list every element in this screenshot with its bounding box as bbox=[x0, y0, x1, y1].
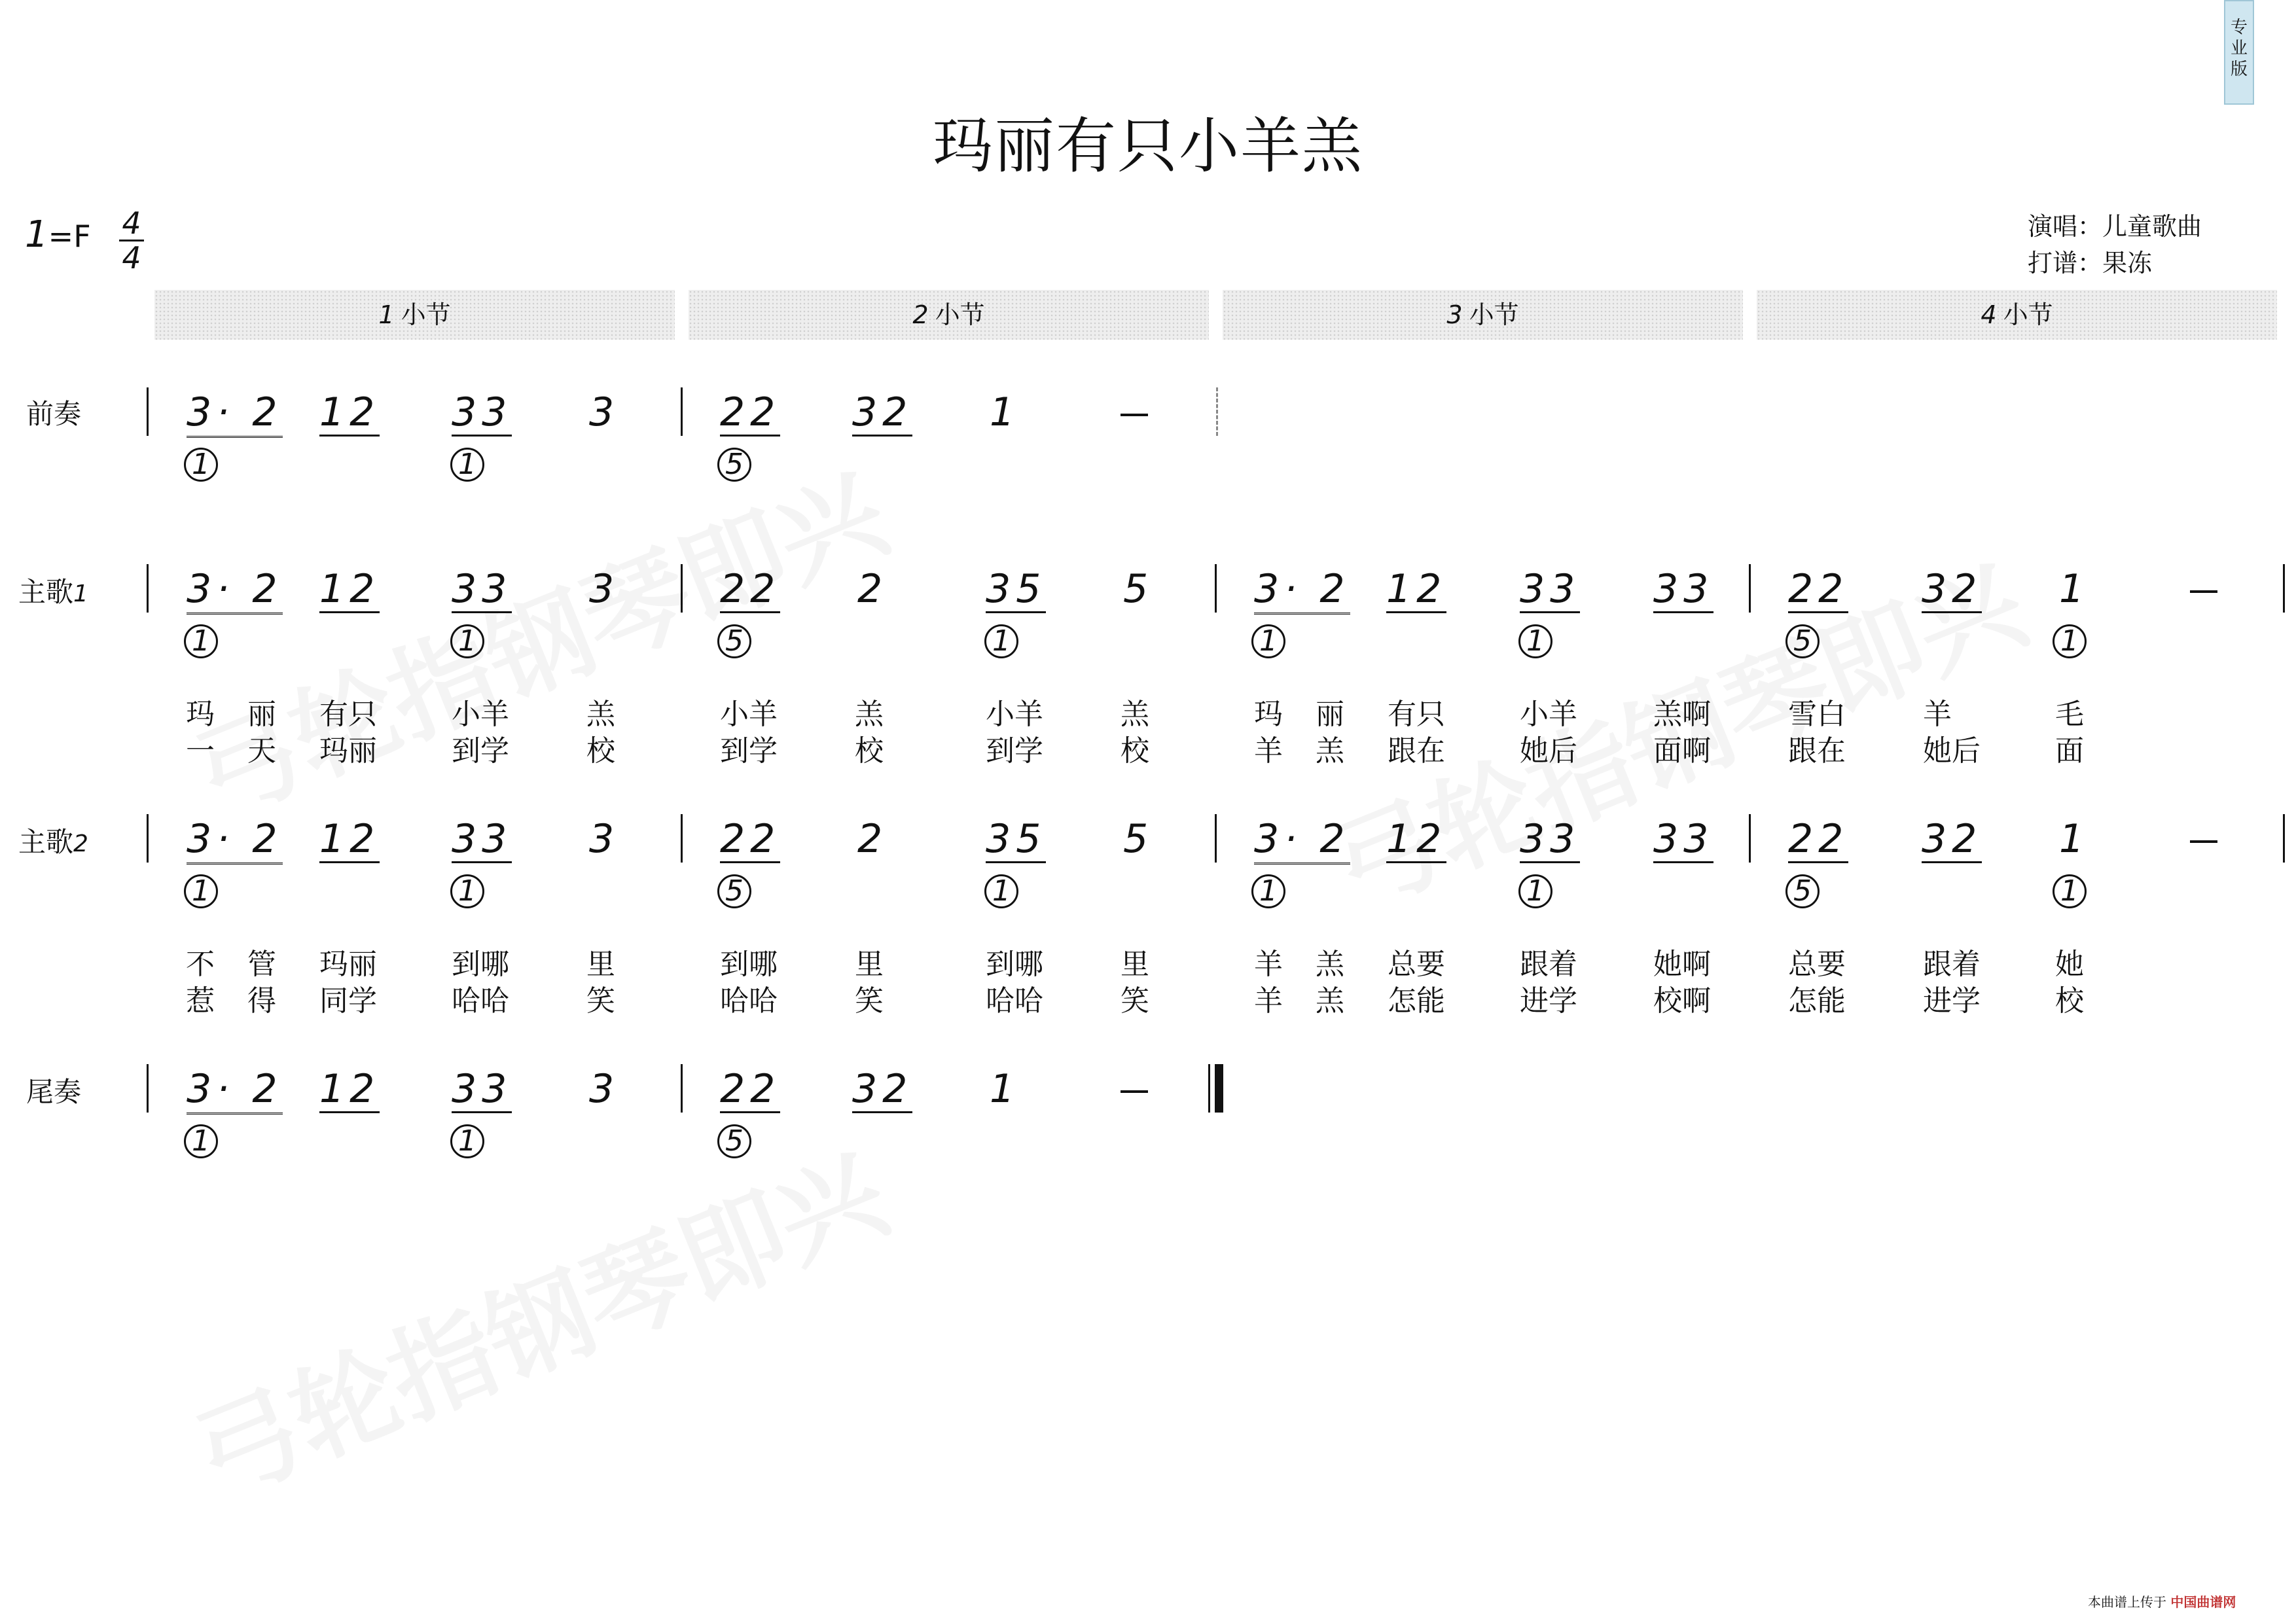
section-label-intro: 前奏 bbox=[26, 398, 82, 430]
lyric: 笑 bbox=[855, 984, 884, 1018]
final-barline-thick bbox=[1215, 1064, 1223, 1113]
lyric: 小羊 bbox=[720, 698, 778, 731]
lyric: 怎能 bbox=[1788, 984, 1846, 1018]
note-group: 22 bbox=[720, 566, 781, 612]
lyric: 哈哈 bbox=[720, 984, 778, 1018]
lyric: 得 bbox=[247, 984, 276, 1018]
final-barline-thin bbox=[1208, 1064, 1210, 1113]
lyric: 面啊 bbox=[1653, 734, 1711, 768]
chord-marker: 1 bbox=[184, 1124, 218, 1158]
footer bbox=[2088, 1592, 2236, 1611]
lyric: 不 bbox=[186, 948, 215, 981]
lyric: 总要 bbox=[1788, 948, 1846, 981]
note: 3 bbox=[589, 389, 620, 435]
chord-marker: 5 bbox=[717, 874, 751, 908]
lyric: 玛丽 bbox=[319, 948, 377, 981]
lyric: 跟着 bbox=[1923, 948, 1981, 981]
barline bbox=[2283, 814, 2285, 863]
lyric: 羔 bbox=[1316, 734, 1344, 768]
note-group: 3· 2 bbox=[1254, 568, 1350, 615]
note-group: 35 bbox=[986, 816, 1047, 862]
note: 2 bbox=[857, 566, 888, 612]
chord-marker: 1 bbox=[450, 1124, 484, 1158]
chord-marker: 1 bbox=[450, 624, 484, 658]
section-label-verse2: 主歌2 bbox=[18, 826, 88, 858]
lyric: 小羊 bbox=[1520, 698, 1577, 731]
note-group: 22 bbox=[720, 1066, 781, 1112]
lyric: 她后 bbox=[1923, 734, 1981, 768]
note: 2 bbox=[857, 816, 888, 862]
note: 3 bbox=[589, 566, 620, 612]
barline bbox=[681, 387, 683, 436]
singer-credit: 演唱：儿童歌曲 bbox=[2028, 212, 2202, 241]
lyric: 怎能 bbox=[1388, 984, 1445, 1018]
note: 3 bbox=[589, 816, 620, 862]
lyric: 跟在 bbox=[1788, 734, 1846, 768]
lyric: 羔啊 bbox=[1653, 698, 1711, 731]
lyric: 羊 bbox=[1254, 734, 1283, 768]
barline-dashed bbox=[1216, 387, 1218, 436]
barline bbox=[1749, 814, 1751, 863]
note-group: 32 bbox=[1922, 816, 1982, 862]
lyric: 毛 bbox=[2055, 698, 2084, 731]
lyric: 羔 bbox=[1316, 948, 1344, 981]
lyric: 到哪 bbox=[720, 948, 778, 981]
note-group: 3· 2 bbox=[187, 1068, 283, 1115]
barline bbox=[147, 1064, 149, 1113]
lyric: 天 bbox=[247, 734, 276, 768]
note-group: 12 bbox=[1386, 816, 1447, 862]
lyric: 里 bbox=[1121, 948, 1149, 981]
note-group: 33 bbox=[452, 816, 512, 862]
measure-header-4: 4 小节 bbox=[1757, 290, 2277, 340]
lyric: 羊 bbox=[1254, 948, 1283, 981]
lyric: 丽 bbox=[1316, 698, 1344, 731]
lyric: 到学 bbox=[720, 734, 778, 768]
lyric: 里 bbox=[586, 948, 615, 981]
lyric: 她后 bbox=[1520, 734, 1577, 768]
note-group: 12 bbox=[319, 389, 380, 435]
lyric: 同学 bbox=[319, 984, 377, 1018]
note-group: 22 bbox=[720, 816, 781, 862]
note-group: 12 bbox=[1386, 566, 1447, 612]
chord-marker: 5 bbox=[717, 624, 751, 658]
note-group: 32 bbox=[852, 389, 913, 435]
key-tonic: 1 bbox=[25, 213, 48, 256]
lyric: 羊 bbox=[1254, 984, 1283, 1018]
note-group: 12 bbox=[319, 566, 380, 612]
chord-marker: 1 bbox=[184, 448, 218, 482]
lyric: 雪白 bbox=[1788, 698, 1846, 731]
lyric: 总要 bbox=[1388, 948, 1445, 981]
chord-marker: 1 bbox=[184, 874, 218, 908]
barline bbox=[147, 387, 149, 436]
transcriber-credit: 打谱：果冻 bbox=[2028, 249, 2153, 277]
lyric: 羔 bbox=[1316, 984, 1344, 1018]
barline bbox=[147, 564, 149, 613]
lyric: 她 bbox=[2055, 948, 2084, 981]
chord-marker: 1 bbox=[450, 448, 484, 482]
lyric: 里 bbox=[855, 948, 884, 981]
lyric: 羔 bbox=[1121, 698, 1149, 731]
barline bbox=[1215, 814, 1217, 863]
barline bbox=[681, 1064, 683, 1113]
note: 5 bbox=[1123, 816, 1154, 862]
note-group: 33 bbox=[1520, 816, 1581, 862]
barline bbox=[681, 564, 683, 613]
lyric: 羊 bbox=[1923, 698, 1952, 731]
lyric: 管 bbox=[247, 948, 276, 981]
lyric: 羔 bbox=[855, 698, 884, 731]
lyric: 羔 bbox=[586, 698, 615, 731]
chord-marker: 5 bbox=[717, 448, 751, 482]
chord-marker: 5 bbox=[717, 1124, 751, 1158]
lyric: 跟着 bbox=[1520, 948, 1577, 981]
note-group: 33 bbox=[452, 389, 512, 435]
key-signature bbox=[25, 213, 91, 256]
lyric: 玛 bbox=[186, 698, 215, 731]
lyric: 校啊 bbox=[1653, 984, 1711, 1018]
time-sig-bottom: 4 bbox=[122, 240, 141, 276]
lyric: 到哪 bbox=[452, 948, 509, 981]
chord-marker: 1 bbox=[1251, 624, 1285, 658]
footer-site-logo[interactable]: 中国曲谱网 bbox=[2170, 1594, 2236, 1610]
lyric: 小羊 bbox=[986, 698, 1043, 731]
note-group: 33 bbox=[452, 1066, 512, 1112]
chord-marker: 1 bbox=[984, 624, 1018, 658]
credits bbox=[2028, 208, 2202, 281]
lyric: 校 bbox=[855, 734, 884, 768]
watermark bbox=[169, 1112, 905, 1526]
note-group: 33 bbox=[1653, 566, 1714, 612]
pro-version-badge: 专业版 bbox=[2224, 0, 2254, 105]
lyric: 小羊 bbox=[452, 698, 509, 731]
lyric: 到哪 bbox=[986, 948, 1043, 981]
barline bbox=[1215, 564, 1217, 613]
note: 1 bbox=[2059, 816, 2090, 862]
note-group: 22 bbox=[1788, 566, 1849, 612]
section-label-outro: 尾奏 bbox=[26, 1076, 82, 1108]
note: 3 bbox=[589, 1066, 620, 1112]
lyric: 有只 bbox=[319, 698, 377, 731]
chord-marker: 1 bbox=[450, 874, 484, 908]
lyric: 到学 bbox=[452, 734, 509, 768]
lyric: 有只 bbox=[1388, 698, 1445, 731]
lyric: 哈哈 bbox=[452, 984, 509, 1018]
lyric: 笑 bbox=[1121, 984, 1149, 1018]
chord-marker: 1 bbox=[1518, 874, 1552, 908]
note-group: 3· 2 bbox=[1254, 818, 1350, 865]
note-group: 12 bbox=[319, 816, 380, 862]
lyric: 一 bbox=[186, 734, 215, 768]
measure-header-2: 2 小节 bbox=[689, 290, 1209, 340]
lyric: 到学 bbox=[986, 734, 1043, 768]
lyric: 丽 bbox=[247, 698, 276, 731]
key-eq: = bbox=[48, 219, 74, 254]
note-group: 33 bbox=[452, 566, 512, 612]
chord-marker: 1 bbox=[1518, 624, 1552, 658]
note-group: 35 bbox=[986, 566, 1047, 612]
chord-marker: 5 bbox=[1785, 624, 1820, 658]
lyric: 玛丽 bbox=[319, 734, 377, 768]
note-group: 33 bbox=[1520, 566, 1581, 612]
lyric: 校 bbox=[1121, 734, 1149, 768]
note-group: 32 bbox=[1922, 566, 1982, 612]
note-group: 3· 2 bbox=[187, 391, 283, 438]
rest-dash bbox=[1121, 414, 1148, 416]
lyric: 跟在 bbox=[1388, 734, 1445, 768]
note-group: 33 bbox=[1653, 816, 1714, 862]
rest-dash bbox=[2190, 590, 2217, 593]
note: 1 bbox=[990, 389, 1020, 435]
chord-marker: 1 bbox=[2053, 874, 2087, 908]
lyric: 惹 bbox=[186, 984, 215, 1018]
barline bbox=[147, 814, 149, 863]
rest-dash bbox=[2190, 840, 2217, 843]
barline bbox=[2283, 564, 2285, 613]
note-group: 32 bbox=[852, 1066, 913, 1112]
lyric: 进学 bbox=[1923, 984, 1981, 1018]
chord-marker: 1 bbox=[1251, 874, 1285, 908]
barline bbox=[1749, 564, 1751, 613]
note: 1 bbox=[2059, 566, 2090, 612]
section-label-verse1: 主歌1 bbox=[18, 576, 88, 608]
note-group: 22 bbox=[720, 389, 781, 435]
note-group: 3· 2 bbox=[187, 818, 283, 865]
lyric: 校 bbox=[2055, 984, 2084, 1018]
footer-text: 本曲谱上传于 bbox=[2088, 1594, 2166, 1610]
lyric: 她啊 bbox=[1653, 948, 1711, 981]
lyric: 校 bbox=[586, 734, 615, 768]
lyric: 笑 bbox=[586, 984, 615, 1018]
chord-marker: 1 bbox=[984, 874, 1018, 908]
chord-marker: 1 bbox=[2053, 624, 2087, 658]
measure-header-1: 1 小节 bbox=[154, 290, 675, 340]
key-note: F bbox=[73, 219, 91, 254]
time-sig-top: 4 bbox=[122, 205, 141, 241]
rest-dash bbox=[1121, 1090, 1148, 1093]
song-title: 玛丽有只小羊羔 bbox=[932, 111, 1363, 181]
note-group: 12 bbox=[319, 1066, 380, 1112]
lyric: 玛 bbox=[1254, 698, 1283, 731]
time-signature bbox=[115, 205, 148, 276]
lyric: 进学 bbox=[1520, 984, 1577, 1018]
chord-marker: 1 bbox=[184, 624, 218, 658]
chord-marker: 5 bbox=[1785, 874, 1820, 908]
note-group: 3· 2 bbox=[187, 568, 283, 615]
watermark bbox=[169, 431, 905, 846]
note: 1 bbox=[990, 1066, 1020, 1112]
barline bbox=[681, 814, 683, 863]
lyric: 哈哈 bbox=[986, 984, 1043, 1018]
lyric: 面 bbox=[2055, 734, 2084, 768]
measure-header-3: 3 小节 bbox=[1223, 290, 1743, 340]
note-group: 22 bbox=[1788, 816, 1849, 862]
note: 5 bbox=[1123, 566, 1154, 612]
